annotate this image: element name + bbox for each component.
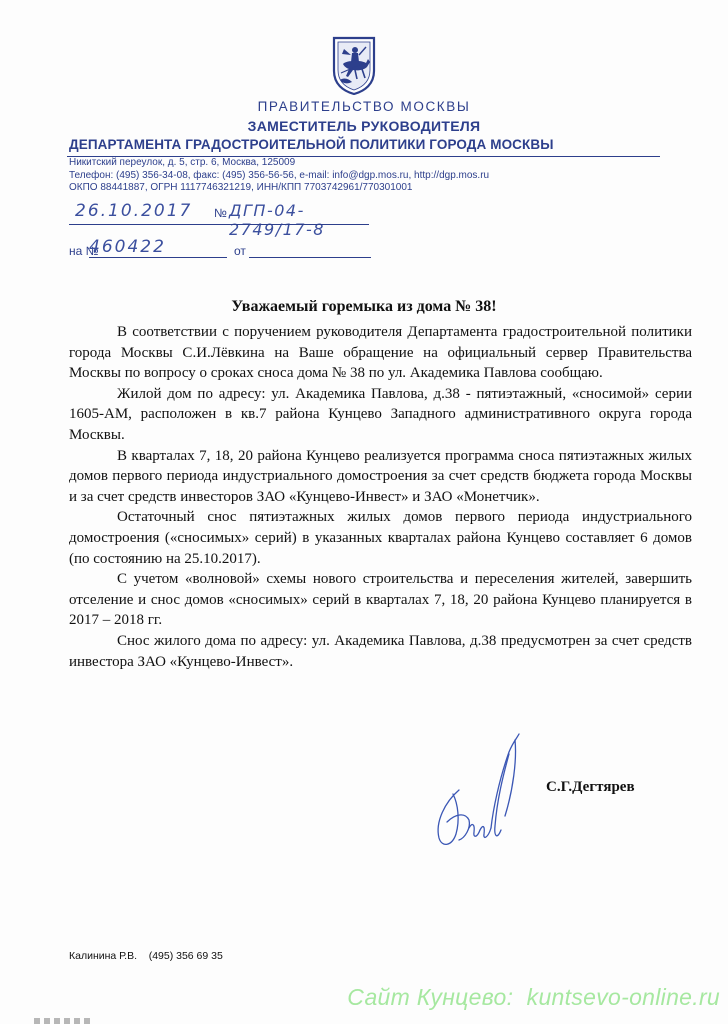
position-title: ЗАМЕСТИТЕЛЬ РУКОВОДИТЕЛЯ — [247, 118, 481, 134]
reference-date-underline — [249, 257, 371, 258]
paragraph: С учетом «волновой» схемы нового строительства и переселения жителей, завершить отселение и снос домов «сносимых» серий в кварталах 7, 18, 20 района Кунцево планируется в 2017 – 2018 гг. — [69, 571, 692, 629]
paragraph: Снос жилого дома по адресу: ул. Академика Павлова, д.38 предусмотрен за счет средств инвестора ЗАО «Кунцево-Инвест». — [69, 632, 692, 670]
reference-number: 460422 — [89, 237, 166, 257]
reference-from-label: от — [234, 244, 246, 258]
registration-line — [69, 200, 379, 239]
page-edge-mark — [34, 1018, 94, 1024]
moscow-coat-of-arms-icon — [331, 35, 377, 95]
executor-contact: Калинина Р.В. (495) 356 69 35 — [69, 950, 223, 962]
government-title: ПРАВИТЕЛЬСТВО МОСКВЫ — [257, 99, 471, 114]
codes-line: ОКПО 88441887, ОГРН 1117746321219, ИНН/КПП 7703742961/770301001 — [69, 182, 413, 194]
address-line: Никитский переулок, д. 5, стр. 6, Москва, 125009 — [69, 157, 296, 168]
registration-date: 26.10.2017 — [75, 201, 193, 221]
contact-block — [69, 157, 489, 195]
letter-body — [69, 322, 692, 672]
greeting: Уважаемый горемыка из дома № 38! — [231, 298, 497, 315]
signer-name: С.Г.Дегтярев — [546, 779, 635, 795]
paragraph: В соответствии с поручением руководителя Департамента градостроительной политики города Москвы С.И.Лёвкина на Ваше обращение на официальный сервер Правительства Москвы по вопросу о сроках сноса дома № 38 по ул. Академика Павлова сообщаю. — [69, 324, 692, 382]
registration-number-label: № — [214, 206, 227, 220]
paragraph: В кварталах 7, 18, 20 района Кунцево реализуется программа сноса пятиэтажных жилых домов первого периода индустриального домостроения за счет средств бюджета города Москвы и за счет средств инвесторов ЗАО «Кунцево-Инвест» и ЗАО «Монетчик». — [69, 447, 692, 505]
reference-number-label: на № — [69, 244, 99, 258]
registration-underline — [69, 224, 369, 225]
handwritten-signature — [425, 730, 535, 860]
department-title: ДЕПАРТАМЕНТА ГРАДОСТРОИТЕЛЬНОЙ ПОЛИТИКИ ГОРОДА МОСКВЫ — [69, 137, 554, 152]
phone-line: Телефон: (495) 356-34-08, факс: (495) 356-56-56, e-mail: info@dgp.mos.ru, http://dgp.mos.ru — [69, 169, 490, 181]
reference-line — [69, 236, 389, 260]
paragraph: Жилой дом по адресу: ул. Академика Павлова, д.38 - пятиэтажный, «сносимой» серии 1605-АМ, расположен в кв.7 района Кунцево Западного административного округа города Москвы. — [69, 385, 692, 443]
reference-underline — [89, 257, 227, 258]
registration-number: ДГП-04-2749/17-8 — [229, 201, 325, 239]
paragraph: Остаточный снос пятиэтажных жилых домов первого периода индустриального домостроения («сносимых» серий) в указанных кварталах района Кунцево составляет 6 домов (по состоянию на 25.10.2017). — [69, 509, 692, 567]
site-watermark: Сайт Кунцево: kuntsevo-online.ru — [347, 984, 720, 1010]
